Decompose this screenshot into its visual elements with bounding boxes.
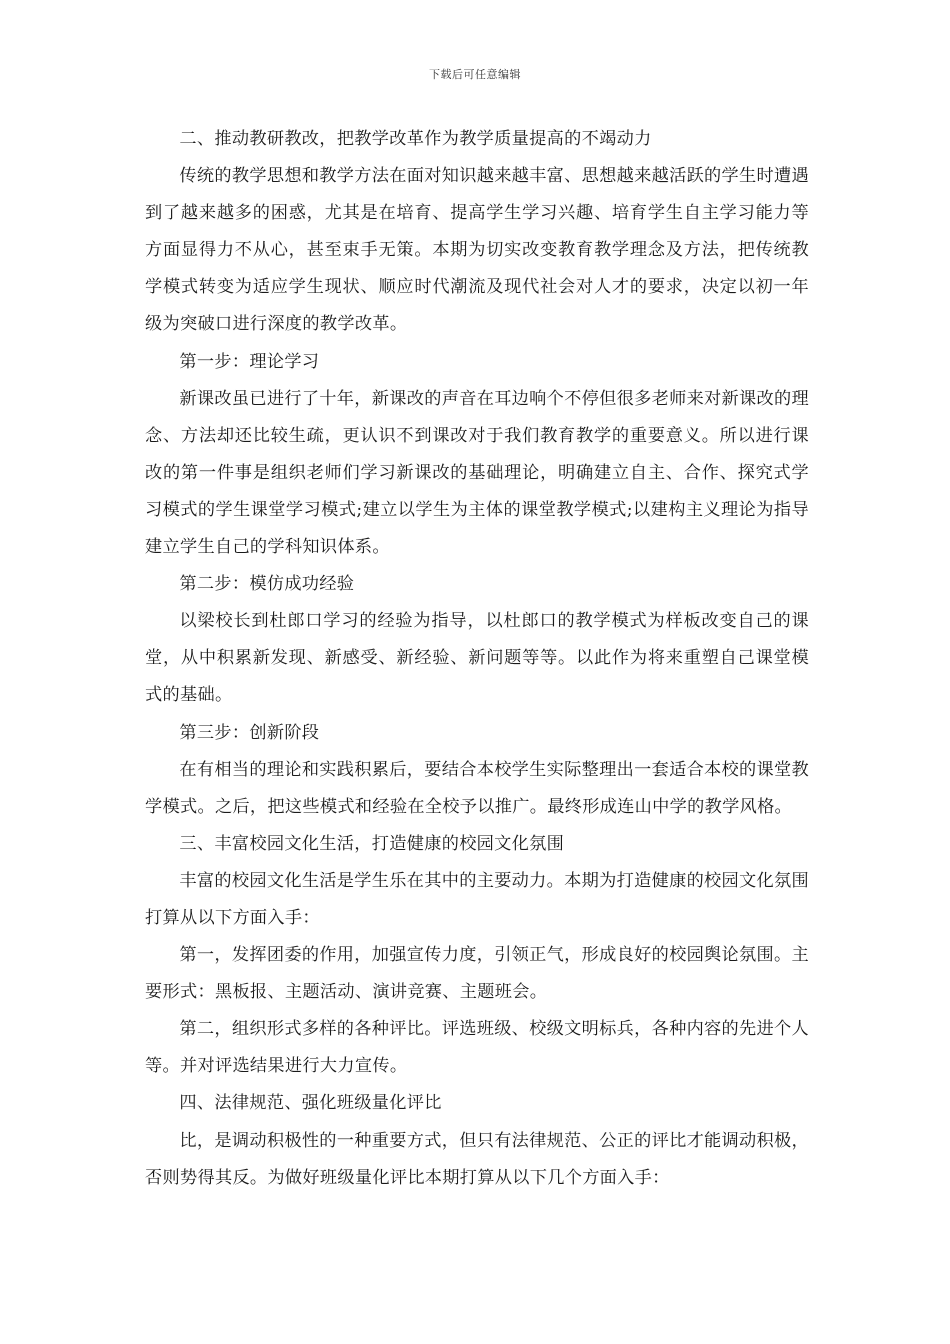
section-heading: 三、丰富校园文化生活，打造健康的校园文化氛围	[179, 833, 565, 854]
body-paragraph: 以梁校长到杜郎口学习的经验为指导，以杜郎口的教学模式为样板改变自己的课堂，从中积累新发现、新感受、新经验、新问题等等。以此作为将来重塑自己课堂模式的基础。	[145, 611, 809, 706]
body-paragraph: 在有相当的理论和实践积累后，要结合本校学生实际整理出一套适合本校的课堂教学模式。之后，把这些模式和经验在全校予以推广。最终形成连山中学的教学风格。	[145, 759, 809, 817]
step-heading: 第二步：模仿成功经验	[179, 574, 355, 595]
body-paragraph: 传统的教学思想和教学方法在面对知识越来越丰富、思想越来越活跃的学生时遭遇到了越来越多的困惑，尤其是在培育、提高学生学习兴趣、培育学生自主学习能力等方面显得力不从心，甚至束手无策。本期为切实改变教育教学理念及方法，把传统教学模式转变为适应学生现状、顺应时代潮流及现代社会对人才的要求，决定以初一年级为突破口进行深度的教学改革。	[145, 166, 809, 335]
step-heading: 第三步：创新阶段	[179, 722, 320, 743]
step-heading: 第一步：理论学习	[179, 351, 320, 372]
body-paragraph: 第一，发挥团委的作用，加强宣传力度，引领正气，形成良好的校园舆论氛围。主要形式：黑板报、主题活动、演讲竞赛、主题班会。	[145, 945, 809, 1003]
section-heading: 二、推动教研教改，把教学改革作为教学质量提高的不竭动力	[179, 129, 652, 149]
document-body	[145, 121, 809, 1197]
page-header: 下载后可任意编辑	[429, 68, 521, 81]
section-heading: 四、法律规范、强化班级量化评比	[179, 1093, 442, 1114]
body-paragraph: 第二，组织形式多样的各种评比。评选班级、校级文明标兵，各种内容的先进个人等。并对评选结果进行大力宣传。	[145, 1019, 809, 1077]
body-paragraph: 新课改虽已进行了十年，新课改的声音在耳边响个不停但很多老师来对新课改的理念、方法却还比较生疏，更认识不到课改对于我们教育教学的重要意义。所以进行课改的第一件事是组织老师们学习新课改的基础理论，明确建立自主、合作、探究式学习模式的学生课堂学习模式;建立以学生为主体的课堂教学模式;以建构主义理论为指导建立学生自己的学科知识体系。	[145, 388, 809, 558]
body-paragraph: 比，是调动积极性的一种重要方式，但只有法律规范、公正的评比才能调动积极，否则势得其反。为做好班级量化评比本期打算从以下几个方面入手：	[145, 1130, 809, 1188]
body-paragraph: 丰富的校园文化生活是学生乐在其中的主要动力。本期为打造健康的校园文化氛围打算从以下方面入手：	[145, 870, 809, 928]
